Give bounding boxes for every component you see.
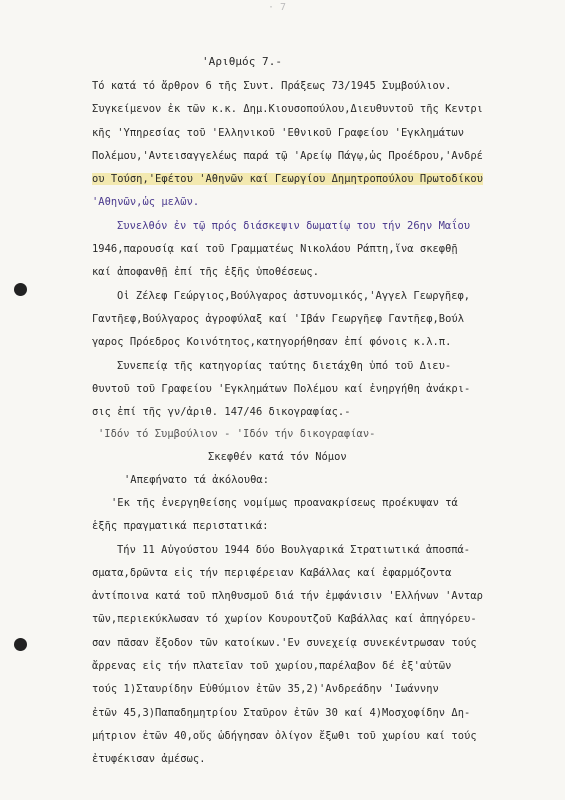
- text-line: σαν πᾶσαν ἔξοδον τῶν κατοίκων.'Εν συνεχείᾳ συνεκέντρωσαν τούς: [92, 637, 477, 649]
- text-line: μήτριον ἐτῶν 40,οὕς ὡδήγησαν ὀλίγον ἔξωθι τοῦ χωρίου καί τούς: [92, 730, 477, 742]
- text-line: ἐτῶν 45,3)Παπαδημητρίου Σταῦρον ἐτῶν 30 καί 4)Μοσχοφίδην Δη-: [92, 707, 471, 719]
- text-line: τῶν,περιεκύκλωσαν τό χωρίον Κουρουτζοῦ Καβάλλας καί ἀπηγόρευ-: [92, 613, 477, 625]
- text-line: Συνεπείᾳ τῆς κατηγορίας ταύτης διετάχθη ὑπό τοῦ Διευ-: [117, 360, 452, 372]
- punch-hole-top: [14, 283, 27, 296]
- text-line: γαρος Πρόεδρος Κοινότητος,κατηγορήθησαν ἐπί φόνοις κ.λ.π.: [92, 336, 452, 348]
- text-line: Τό κατά τό ἄρθρον 6 τῆς Συντ. Πράξεως 73/1945 Συμβούλιον.: [92, 80, 452, 92]
- text-line: ου Τούση,'Εφέτου 'Αθηνῶν καί Γεωργίου Δημητροπούλου Πρωτοδίκου: [92, 173, 483, 185]
- document-number-heading: 'Αριθμός 7.-: [202, 55, 283, 68]
- text-line: σματα,δρῶντα εἰς τήν περιφέρειαν Καβάλλας καί ἐφαρμόζοντα: [92, 567, 452, 579]
- text-line: Οἱ Ζέλεφ Γεώργιος,Βούλγαρος ἀστυνομικός,'Αγγελ Γεωργῆεφ,: [117, 290, 471, 302]
- text-line: καί ἀποφανθῇ ἐπί τῆς ἑξῆς ὑποθέσεως.: [92, 266, 320, 278]
- text-line: Συγκείμενον ἐκ τῶν κ.κ. Δημ.Κιουσοπούλου,Διευθυντοῦ τῆς Κεντρι: [92, 103, 483, 115]
- text-line: 'Απεφήνατο τά ἀκόλουθα:: [124, 474, 270, 486]
- text-line: Σκεφθέν κατά τόν Νόμον: [208, 451, 347, 463]
- text-line: Συνελθόν ἐν τῷ πρός διάσκεψιν δωματίῳ του τήν 26ην Μαΐου: [117, 220, 471, 232]
- text-line: Τήν 11 Αὐγούστου 1944 δύο Βουλγαρικά Στρατιωτικά ἀποσπά-: [117, 544, 471, 556]
- text-line: τούς 1)Σταυρίδην Εὐθύμιον ἐτῶν 35,2)'Ανδρεάδην 'Ιωάννην: [92, 683, 439, 695]
- text-line: ἐτυφέκισαν ἀμέσως.: [92, 753, 206, 765]
- text-line: 1946,παρουσίᾳ καί τοῦ Γραμματέως Νικολάου Ράπτη,ἵνα σκεφθῇ: [92, 243, 458, 255]
- corner-mark: · 7: [268, 2, 287, 13]
- text-line: 'Αθηνῶν,ὡς μελῶν.: [92, 196, 200, 208]
- text-line: Πολέμου,'Αντεισαγγελέως παρά τῷ 'Αρείῳ Πάγῳ,ὡς Προέδρου,'Ανδρέ: [92, 150, 483, 162]
- text-line: κῆς 'Υπηρεσίας τοῦ 'Ελληνικοῦ 'Εθνικοῦ Γραφείου 'Εγκλημάτων: [92, 127, 465, 139]
- punch-hole-bottom: [14, 638, 27, 651]
- text-line: σις ἐπί τῆς γν/ἀριθ. 147/46 δικογραφίας.-: [92, 406, 351, 418]
- text-line: Γαντῆεφ,Βούλγαρος ἀγροφύλαξ καί 'Ιβάν Γεωργῆεφ Γαντῆεφ,Βούλ: [92, 313, 465, 325]
- text-line: ἀντίποινα κατά τοῦ πληθυσμοῦ διά τήν ἐμφάνισιν 'Ελλήνων 'Ανταρ: [92, 590, 483, 602]
- text-line: θυντοῦ τοῦ Γραφείου 'Εγκλημάτων Πολέμου καί ἐνηργήθη ἀνάκρι-: [92, 383, 471, 395]
- text-line: 'Εκ τῆς ἐνεργηθείσης νομίμως προανακρίσεως προέκυψαν τά: [111, 497, 458, 509]
- text-line: ἄρρενας εἰς τήν πλατεῖαν τοῦ χωρίου,παρέλαβον δέ ἐξ'αὐτῶν: [92, 660, 452, 672]
- text-line: 'Ιδόν τό Συμβούλιον - 'Ιδόν τήν δικογραφίαν-: [98, 428, 376, 440]
- text-line: ἑξῆς πραγματικά περιστατικά:: [92, 520, 269, 532]
